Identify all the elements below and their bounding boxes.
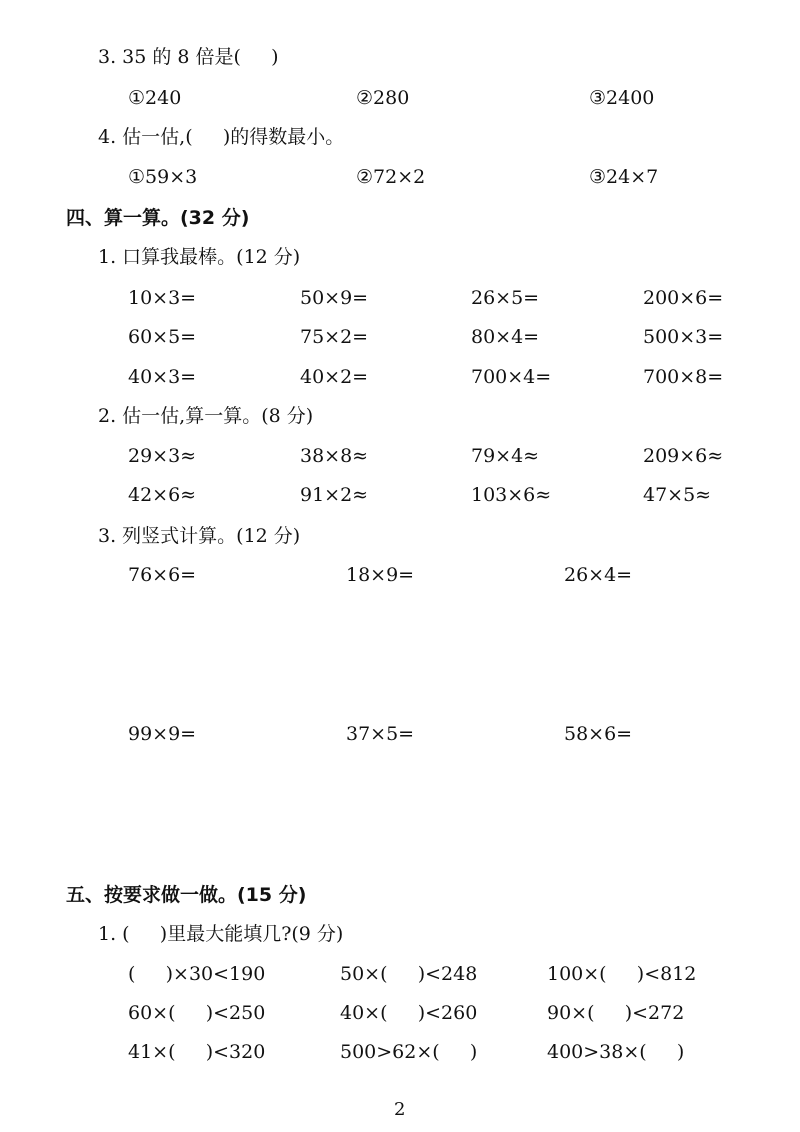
oral-calc-item: 700×8= (643, 366, 724, 388)
section-4-part-1-title: 1. 口算我最棒。(12 分) (98, 246, 301, 268)
estimate-item: 29×3≈ (128, 445, 197, 467)
fill-blank-item: ( )×30<190 (128, 963, 266, 985)
q3-option-3: ③2400 (589, 87, 655, 109)
vertical-calc-item: 99×9= (128, 723, 197, 745)
fill-blank-item: 41×( )<320 (128, 1041, 266, 1063)
q3-stem: 3. 35 的 8 倍是( ) (98, 46, 279, 68)
fill-blank-item: 90×( )<272 (547, 1002, 685, 1024)
oral-calc-item: 200×6= (643, 287, 724, 309)
q4-stem: 4. 估一估,( )的得数最小。 (98, 126, 345, 148)
section-4-part-2-title: 2. 估一估,算一算。(8 分) (98, 405, 314, 427)
oral-calc-item: 50×9= (300, 287, 369, 309)
estimate-item: 103×6≈ (471, 484, 552, 506)
oral-calc-item: 80×4= (471, 326, 540, 348)
estimate-item: 47×5≈ (643, 484, 712, 506)
oral-calc-item: 10×3= (128, 287, 197, 309)
section-5-title: 五、按要求做一做。(15 分) (66, 884, 307, 906)
estimate-item: 79×4≈ (471, 445, 540, 467)
fill-blank-item: 50×( )<248 (340, 963, 478, 985)
fill-blank-item: 60×( )<250 (128, 1002, 266, 1024)
vertical-calc-item: 76×6= (128, 564, 197, 586)
fill-blank-item: 100×( )<812 (547, 963, 697, 985)
estimate-item: 209×6≈ (643, 445, 724, 467)
oral-calc-item: 60×5= (128, 326, 197, 348)
oral-calc-item: 40×3= (128, 366, 197, 388)
q4-option-3: ③24×7 (589, 166, 659, 188)
fill-blank-item: 400>38×( ) (547, 1041, 685, 1063)
estimate-item: 91×2≈ (300, 484, 369, 506)
vertical-calc-item: 37×5= (346, 723, 415, 745)
q4-option-2: ②72×2 (356, 166, 426, 188)
section-5-part-1-title: 1. ( )里最大能填几?(9 分) (98, 923, 344, 945)
vertical-calc-item: 26×4= (564, 564, 633, 586)
section-4-part-3-title: 3. 列竖式计算。(12 分) (98, 525, 301, 547)
oral-calc-item: 75×2= (300, 326, 369, 348)
fill-blank-item: 40×( )<260 (340, 1002, 478, 1024)
oral-calc-item: 40×2= (300, 366, 369, 388)
q4-option-1: ①59×3 (128, 166, 198, 188)
q3-option-2: ②280 (356, 87, 410, 109)
oral-calc-item: 700×4= (471, 366, 552, 388)
oral-calc-item: 500×3= (643, 326, 724, 348)
fill-blank-item: 500>62×( ) (340, 1041, 478, 1063)
q3-option-1: ①240 (128, 87, 182, 109)
page-number: 2 (394, 1099, 406, 1120)
estimate-item: 42×6≈ (128, 484, 197, 506)
section-4-title: 四、算一算。(32 分) (66, 207, 250, 229)
oral-calc-item: 26×5= (471, 287, 540, 309)
vertical-calc-item: 58×6= (564, 723, 633, 745)
vertical-calc-item: 18×9= (346, 564, 415, 586)
estimate-item: 38×8≈ (300, 445, 369, 467)
